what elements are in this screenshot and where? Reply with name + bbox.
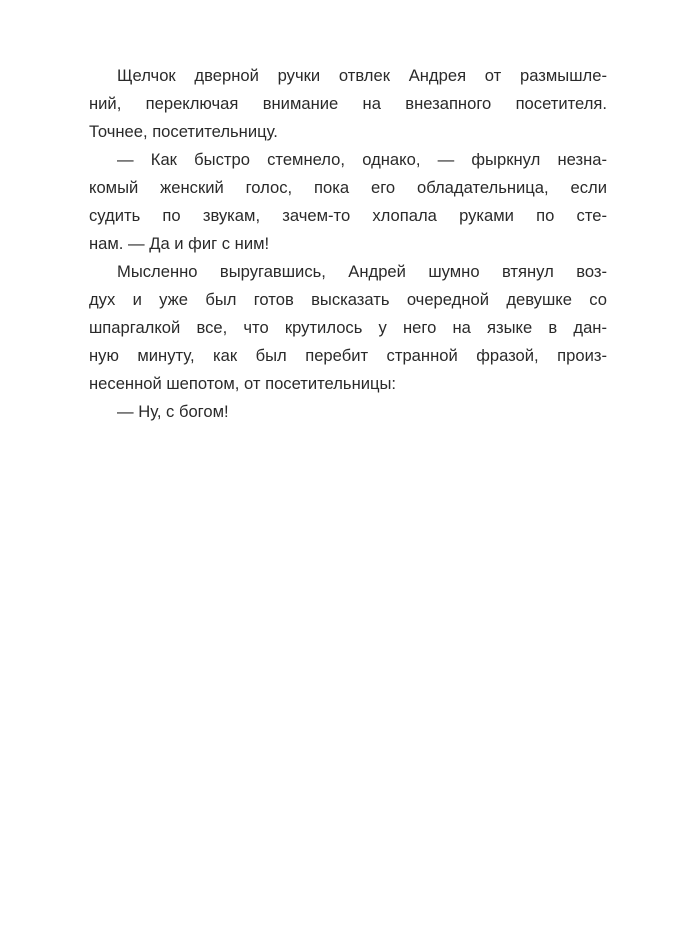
text-line: несенной шепотом, от посетительницы: — [89, 374, 397, 393]
text-line: дух и уже был готов высказать очередной девушке со — [89, 290, 607, 309]
text-line: нам. — Да и фиг с ним! — [89, 234, 270, 253]
paragraph-3 — [89, 258, 607, 398]
text-line: — Как быстро стемнело, однако, — фыркнул незна- — [117, 150, 607, 169]
text-line: Щелчок дверной ручки отвлек Андрея от размышле- — [117, 66, 607, 85]
text-line: судить по звукам, зачем-то хлопала руками по сте- — [89, 206, 607, 225]
text-line: комый женский голос, пока его обладательница, если — [89, 178, 607, 197]
text-line: ную минуту, как был перебит странной фразой, произ- — [89, 346, 607, 365]
text-line: Точнее, посетительницу. — [89, 122, 278, 141]
text-line: ний, переключая внимание на внезапного посетителя. — [89, 94, 607, 113]
text-line: шпаргалкой все, что крутилось у него на языке в дан- — [89, 318, 607, 337]
text-line: — Ну, с богом! — [117, 402, 229, 421]
paragraph-4 — [89, 398, 607, 426]
paragraph-2 — [89, 146, 607, 258]
body-text — [89, 62, 607, 426]
text-line: Мысленно выругавшись, Андрей шумно втянул воз- — [117, 262, 607, 281]
paragraph-1 — [89, 62, 607, 146]
